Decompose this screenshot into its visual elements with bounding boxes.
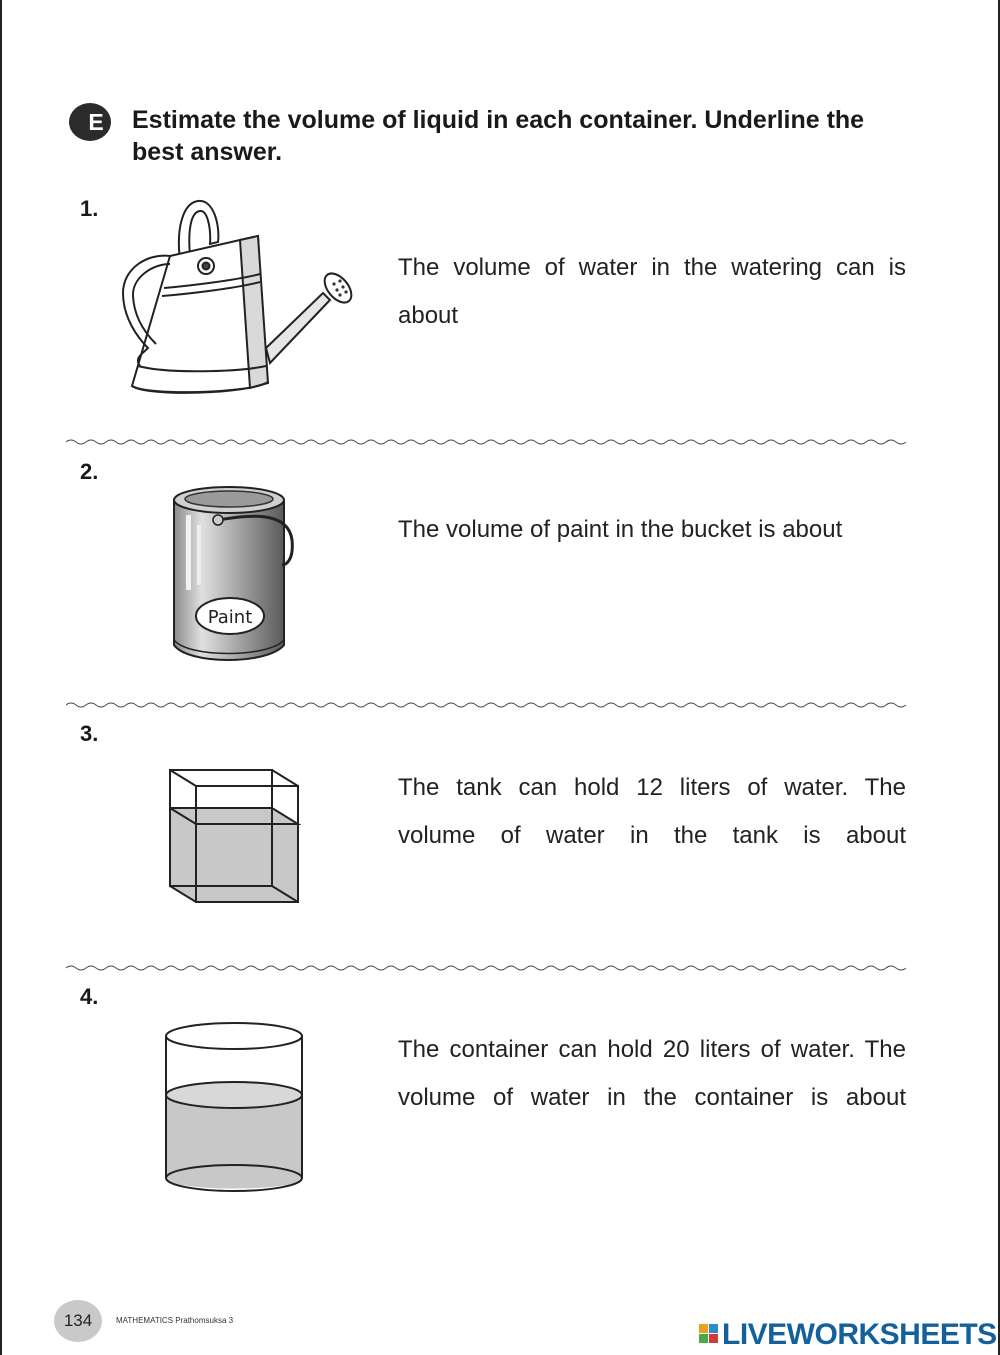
question-4-text: The container can hold 20 liters of water. The volume of water in the container is about [398,1036,906,1111]
question-1-number: 1. [80,196,99,221]
question-1-text: The volume of water in the watering can is about [398,254,906,329]
tank-icon [166,766,302,908]
paint-bucket-icon [168,480,303,665]
section-badge [68,102,112,142]
question-3-number: 3. [80,721,99,746]
paint-label: Paint [207,607,253,628]
question-3-text: The tank can hold 12 liters of water. The volume of water in the tank is about [398,774,906,849]
liveworksheets-watermark: LIVEWORKSHEETS [722,1318,997,1351]
question-2-number: 2. [80,459,99,484]
wavy-divider [66,437,910,447]
page-number: 134 [54,1300,102,1342]
book-title: MATHEMATICS Prathomsuksa 3 [116,1316,234,1325]
section-badge-letter: E [88,109,104,135]
cylinder-container-icon [162,1020,306,1200]
question-2-text: The volume of paint in the bucket is about [398,516,843,543]
watering-can-icon [118,198,358,408]
wavy-divider [66,963,910,973]
instruction-text: Estimate the volume of liquid in each container. Underline the best answer. [132,106,865,166]
wavy-divider [66,700,910,710]
question-4-number: 4. [80,984,99,1009]
